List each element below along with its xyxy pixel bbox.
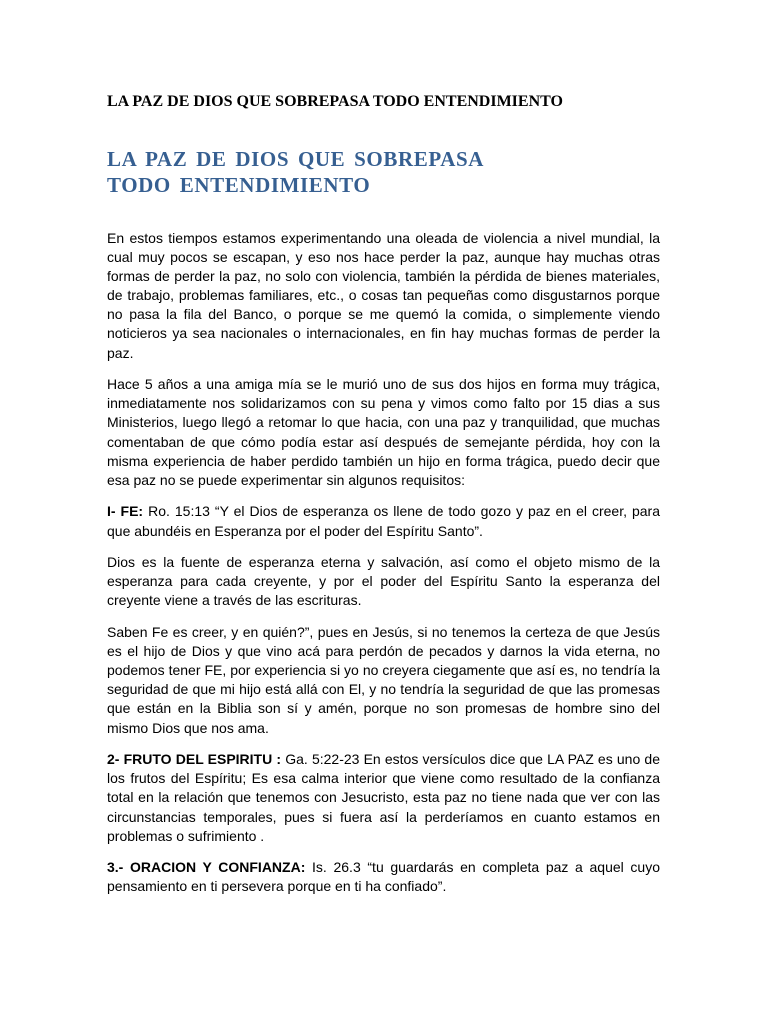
paragraph-lead: 3.- ORACION Y CONFIANZA: xyxy=(107,859,306,876)
document-body xyxy=(107,229,660,896)
section-heading: LA PAZ DE DIOS QUE SOBREPASA TODO ENTENDIMIENTO xyxy=(107,147,483,197)
paragraph-requisite-prayer xyxy=(107,858,660,896)
paragraph-hope xyxy=(107,553,660,610)
paragraph-text: Ga. 5:22-23 En estos versículos dice que LA PAZ es uno de los frutos del Espíritu; Es esa calma interior que viene como resultado de la confianza total en la relación que tenemos con Jesucristo, esta paz no tiene nada que ver con las circunstancias temporales, pues si fuera así la perderíamos en cuanto estamos en problemas o sufrimiento . xyxy=(107,751,660,844)
paragraph-text: Saben Fe es creer, y en quién?”, pues en Jesús, si no tenemos la certeza de que Jesús es el hijo de Dios y que vino acá para perdón de pecados y darnos la vida eterna, no podemos tener FE, por experiencia si yo no creyera ciegamente que así es, no tendría la seguridad de que mi hijo está allá con El, y no tendría la seguridad de que las promesas que están en la Biblia son sí y amén, porque no son promesas de hombre sino del mismo Dios que nos ama. xyxy=(107,624,660,736)
paragraph-faith-explained xyxy=(107,623,660,738)
paragraph-text: Hace 5 años a una amiga mía se le murió uno de sus dos hijos en forma muy trágica, inmediatamente nos solidarizamos con su pena y vimos como falto por 15 dias a sus Ministerios, luego llegó a retomar lo que hacia, con una paz y tranquilidad, que muchas comentaban de que cómo podía estar así después de semejante pérdida, hoy con la misma experiencia de haber perdido también un hijo en forma trágica, puedo decir que esa paz no se puede experimentar sin algunos requisitos: xyxy=(107,376,660,488)
paragraph-lead: I- FE: xyxy=(107,503,144,520)
paragraph-text: En estos tiempos estamos experimentando una oleada de violencia a nivel mundial, la cual muy pocos se escapan, y eso nos hace perder la paz, aunque hay muchas otras formas de perder la paz, no solo con violencia, también la pérdida de bienes materiales, de trabajo, problemas familiares, etc., o cosas tan pequeñas como disgustarnos porque no pasa la fila del Banco, o porque se me quemó la comida, o simplemente viendo noticieros ya sea nacionales o internacionales, en fin hay muchas formas de perder la paz. xyxy=(107,230,660,361)
paragraph-intro xyxy=(107,229,660,363)
paragraph-text: Is. 26.3 “tu guardarás en completa paz a aquel cuyo pensamiento en ti persevera porque en ti ha confiado”. xyxy=(107,859,660,895)
paragraph-text: Ro. 15:13 “Y el Dios de esperanza os llene de todo gozo y paz en el creer, para que abundéis en Esperanza por el poder del Espíritu Santo”. xyxy=(107,503,660,539)
paragraph-text: Dios es la fuente de esperanza eterna y salvación, así como el objeto mismo de la esperanza para cada creyente, y por el poder del Espíritu Santo la esperanza del creyente viene a través de las escrituras. xyxy=(107,554,660,609)
paragraph-testimony xyxy=(107,375,660,490)
paragraph-requisite-faith xyxy=(107,502,660,540)
paragraph-requisite-fruit xyxy=(107,750,660,845)
paragraph-lead: 2- FRUTO DEL ESPIRITU : xyxy=(107,751,282,768)
document-title: LA PAZ DE DIOS QUE SOBREPASA TODO ENTENDIMIENTO xyxy=(107,93,563,110)
